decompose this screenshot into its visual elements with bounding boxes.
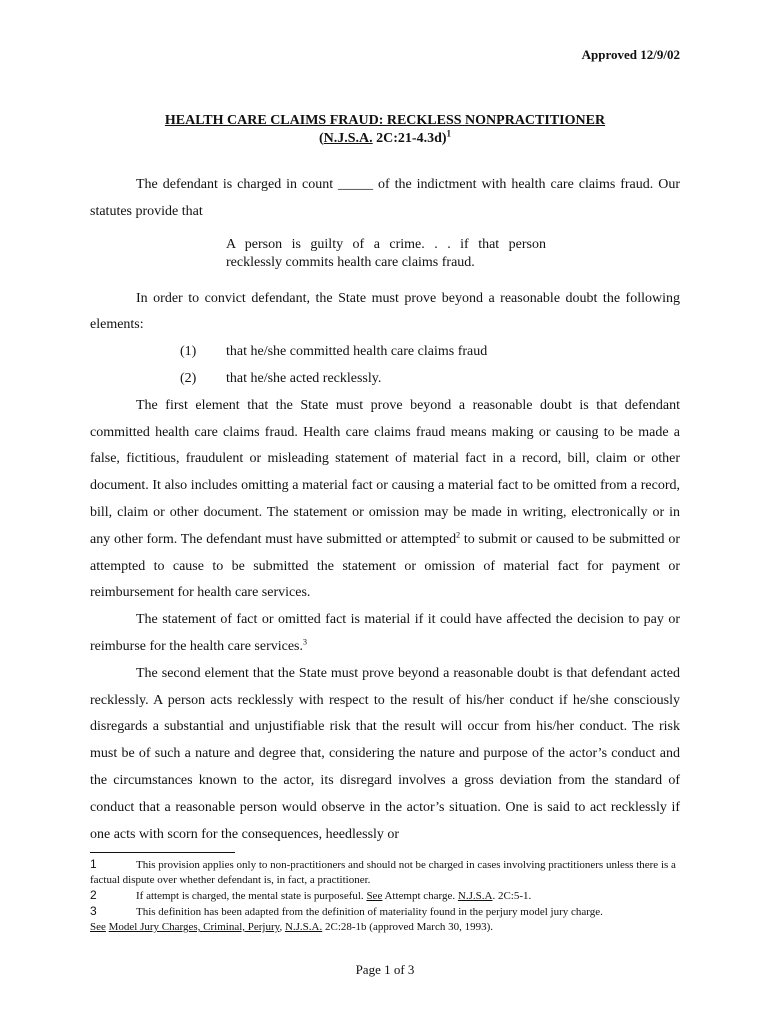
quote-line-2: recklessly commits health care claims fraud. [226, 254, 475, 270]
footnote-text: . 2C:5-1. [492, 890, 532, 902]
element-text: that he/she committed health care claims fraud [226, 344, 488, 360]
document-title [0, 112, 770, 148]
footnote-njsa: N.J.S.A [457, 890, 493, 902]
paragraph-materiality [90, 607, 680, 661]
footnote-number: 1 [90, 857, 97, 871]
quote-line-1: A person is guilty of a crime. . . if that person [226, 236, 546, 252]
title-heading [0, 112, 770, 130]
title-text: HEALTH CARE CLAIMS FRAUD: RECKLESS NONPRACTITIONER [164, 113, 606, 128]
citation-njsa: N.J.S.A. [323, 131, 373, 146]
footnote-ref-2: 2 [456, 530, 461, 540]
paragraph-first-element [90, 393, 680, 607]
document-body [90, 172, 680, 848]
element-number: (1) [180, 344, 197, 360]
element-item [90, 366, 680, 393]
approval-date: Approved 12/9/02 [581, 47, 680, 62]
footnote-ref-1: 1 [446, 128, 452, 139]
paragraph-charge: The defendant is charged in count _____ of the indictment with health care claims fraud. Our statutes provide that [90, 177, 680, 219]
footnote-3 [90, 904, 680, 935]
element-text: that he/she acted recklessly. [226, 370, 382, 386]
footnote-text: This definition has been adapted from the definition of materiality found in the perjury model jury charge. [136, 906, 603, 918]
footnote-see: See [366, 890, 383, 902]
paragraph-second-element: The second element that the State must prove beyond a reasonable doubt is that defendant acted recklessly. A person acts recklessly with respect to the result of his/her conduct if he/she consciously disregards a substantial and unjustifiable risk that the result will occur from his/her conduct. The risk must be of such a nature and degree that, considering the nature and purpose of the actor’s conduct and the circumstances known to the actor, its disregard involves a gross deviation from the standard of conduct that a reasonable person would observe in the actor’s situation. One is said to act recklessly if one acts with scorn for the consequences, heedlessly or [90, 665, 680, 842]
footnote-2 [90, 888, 680, 904]
footnote-model-charges: Model Jury Charges, Criminal, Perjury [108, 921, 280, 933]
paragraph-elements-intro: In order to convict defendant, the State must prove beyond a reasonable doubt the following elements: [90, 290, 680, 333]
element-item [90, 339, 680, 366]
element-number: (2) [180, 370, 197, 386]
footnote-number: 3 [90, 904, 97, 918]
footnote-number: 2 [90, 888, 97, 902]
footnote-1 [90, 857, 680, 888]
first-element-text: The first element that the State must prove beyond a reasonable doubt is that defendant committed health care claims fraud. Health care claims fraud means making or causing to be made a false, fictitious, fraudulent or misleading statement of material fact in a record, bill, claim or other document. It also includes omitting a material fact or causing a material fact to be omitted from a record, bill, claim or other document. The statement or omission may be made in writing, electronically or in any other form. The defendant must have submitted or attempted [90, 397, 680, 547]
footnote-text: If attempt is charged, the mental state is purposeful. [136, 890, 367, 902]
footnote-text: This provision applies only to non-practitioners and should not be charged in cases involving practitioners unless there is a factual dispute over whether defendant is, in fact, a practitioner. [90, 859, 676, 886]
footnotes [90, 857, 680, 935]
footnote-text: , [279, 921, 285, 933]
first-element-text-cont: to submit or caused to be submitted or attempted to cause to be submitted the statement or omission of material fact for payment or reimbursement for health care services. [90, 531, 680, 601]
footnote-divider [90, 852, 235, 853]
citation-open: ( [318, 131, 324, 146]
elements-list [90, 339, 680, 393]
citation-rest: 2C:21-4.3d) [372, 131, 447, 146]
statute-quote [226, 236, 546, 272]
footnote-njsa: N.J.S.A. [284, 921, 323, 933]
footnote-text: Attempt charge. [382, 890, 458, 902]
page-number: Page 1 of 3 [355, 962, 415, 977]
footnote-see: See [90, 921, 106, 933]
footnote-ref-3: 3 [303, 637, 308, 647]
footnote-text: 2C:28-1b (approved March 30, 1993). [322, 921, 494, 933]
title-citation [0, 130, 770, 148]
materiality-text: The statement of fact or omitted fact is material if it could have affected the decision to pay or reimburse for the health care services. [90, 612, 680, 654]
